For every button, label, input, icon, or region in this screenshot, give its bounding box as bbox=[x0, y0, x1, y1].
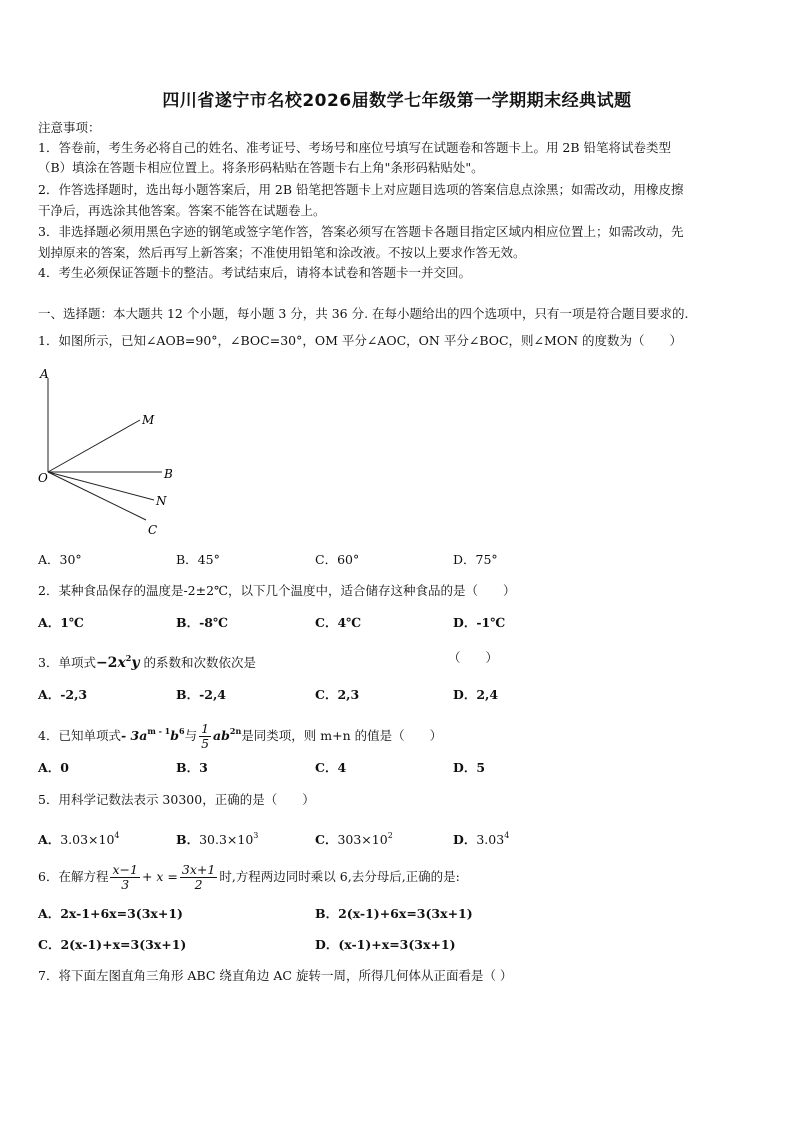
q6-option-b[interactable]: B．2(x-1)+6x=3(3x+1) bbox=[315, 906, 473, 921]
q4-mono1-exp2: 6 bbox=[178, 726, 185, 736]
q6-post: 时,方程两边同时乘以 6,去分母后,正确的是: bbox=[219, 869, 460, 884]
notice-line: 干净后，再选涂其他答案。答案不能答在试题卷上。 bbox=[38, 203, 326, 218]
q2-option-c[interactable]: C．4℃ bbox=[315, 615, 362, 630]
q5-option-b[interactable]: B．$30.3\times 10^3$ bbox=[176, 831, 259, 847]
q3-pre: 3．单项式 bbox=[38, 655, 96, 670]
label-m: M bbox=[142, 413, 155, 427]
q4-option-a[interactable]: A．0 bbox=[38, 760, 69, 775]
q4-mono1-b: b bbox=[170, 728, 179, 743]
notice-heading: 注意事项： bbox=[38, 120, 101, 135]
question-6-stem bbox=[38, 862, 460, 892]
q4-option-c[interactable]: C．4 bbox=[315, 760, 347, 775]
q3-paren: （ ） bbox=[448, 650, 499, 665]
q6-mid: + x = bbox=[141, 869, 178, 884]
notice-line: 3．非选择题必须用黑色字迹的钢笔或签字笔作答，答案必须写在答题卡各题目指定区域内相应位置上；如需改动，先 bbox=[38, 224, 684, 239]
q3-option-d[interactable]: D．2,4 bbox=[453, 687, 499, 702]
q6-option-a[interactable]: A．2x-1+6x=3(3x+1) bbox=[38, 906, 183, 921]
ray-on bbox=[48, 472, 154, 500]
q4-option-d[interactable]: D．5 bbox=[453, 760, 486, 775]
q3-option-a[interactable]: A．-2,3 bbox=[38, 687, 88, 702]
q5-option-d[interactable]: D．3.03$^4$ bbox=[453, 831, 510, 847]
q3-y: y bbox=[131, 655, 140, 671]
q1-option-d[interactable]: D．75° bbox=[453, 552, 498, 567]
q4-post: 是同类项，则 m+n 的值是（ ） bbox=[241, 728, 443, 743]
q6-fraction-left: $\frac{x-1}{3}$ bbox=[112, 862, 138, 892]
question-3-stem bbox=[38, 650, 256, 671]
notice-line: （B）填涂在答题卡相应位置上。将条形码粘贴在答题卡右上角"条形码粘贴处"。 bbox=[38, 160, 484, 175]
q6-pre: 6．在解方程 bbox=[38, 869, 109, 884]
q3-x: x bbox=[117, 655, 126, 671]
q2-option-d[interactable]: D．-1℃ bbox=[453, 615, 506, 630]
q4-fraction: $\frac{1}{5}$ bbox=[201, 721, 210, 751]
notice-line: 1．答卷前，考生务必将自己的姓名、准考证号、考场号和座位号填写在试题卷和答题卡上。用 2B 铅笔将试卷类型 bbox=[38, 140, 672, 155]
label-b: B bbox=[164, 467, 173, 481]
q2-option-a[interactable]: A．1℃ bbox=[38, 615, 84, 630]
question-2-stem: 2．某种食品保存的温度是-2±2℃，以下几个温度中，适合储存这种食品的是（ ） bbox=[38, 583, 516, 598]
q5-option-a[interactable]: A．$3.03\times 10^4$ bbox=[38, 831, 120, 847]
angle-figure bbox=[30, 362, 190, 542]
ray-oc bbox=[48, 472, 146, 520]
label-o: O bbox=[38, 471, 48, 485]
question-4-stem bbox=[38, 716, 442, 751]
q4-mono1-exp1: m - 1 bbox=[147, 726, 171, 736]
q4-pre: 4．已知单项式 bbox=[38, 728, 121, 743]
q4-mono2-exp: 2n bbox=[229, 726, 242, 736]
ray-om bbox=[48, 420, 140, 472]
q1-option-b[interactable]: B．45° bbox=[176, 552, 220, 567]
q3-coef: −2 bbox=[95, 655, 118, 671]
notice-line: 4．考生必须保证答题卡的整洁。考试结束后，请将本试卷和答题卡一并交回。 bbox=[38, 265, 471, 280]
section-heading: 一、选择题：本大题共 12 个小题，每小题 3 分，共 36 分. 在每小题给出的四个选项中，只有一项是符合题目要求的. bbox=[38, 306, 689, 321]
q4-mono1: - 3a bbox=[120, 728, 148, 743]
q6-option-c[interactable]: C．2(x-1)+x=3(3x+1) bbox=[38, 937, 187, 952]
question-7-stem: 7．将下面左图直角三角形 ABC 绕直角边 AC 旋转一周，所得几何体从正面看是（ ） bbox=[38, 968, 513, 983]
notice-line: 2．作答选择题时，选出每小题答案后，用 2B 铅笔把答题卡上对应题目选项的答案信息点涂黑；如需改动，用橡皮擦 bbox=[38, 182, 684, 197]
q3-option-b[interactable]: B．-2,4 bbox=[176, 687, 227, 702]
label-n: N bbox=[156, 494, 167, 508]
q4-mono2: ab bbox=[213, 728, 230, 743]
q3-option-c[interactable]: C．2,3 bbox=[315, 687, 360, 702]
q1-option-c[interactable]: C．60° bbox=[315, 552, 360, 567]
q3-exp: 2 bbox=[125, 653, 132, 663]
q5-option-c[interactable]: C．$303\times 10^2$ bbox=[315, 831, 393, 847]
q2-option-b[interactable]: B．-8℃ bbox=[176, 615, 228, 630]
q3-post: 的系数和次数依次是 bbox=[139, 655, 256, 670]
question-5-stem: 5．用科学记数法表示 30300，正确的是（ ） bbox=[38, 792, 315, 807]
label-c: C bbox=[148, 523, 158, 537]
q4-mid: 与 bbox=[184, 728, 198, 743]
q6-fraction-right: $\frac{3x+1}{2}$ bbox=[181, 862, 216, 892]
q4-option-b[interactable]: B．3 bbox=[176, 760, 208, 775]
question-1-stem: 1．如图所示，已知∠AOB=90°，∠BOC=30°，OM 平分∠AOC，ON 平分∠BOC，则∠MON 的度数为（ ） bbox=[38, 333, 682, 348]
notice-line: 划掉原来的答案，然后再写上新答案；不准使用铅笔和涂改液。不按以上要求作答无效。 bbox=[38, 245, 526, 260]
q1-option-a[interactable]: A．30° bbox=[38, 552, 82, 567]
label-a: A bbox=[40, 367, 49, 381]
page-title: 四川省遂宁市名校2026届数学七年级第一学期期末经典试题 bbox=[162, 91, 632, 111]
q6-option-d[interactable]: D．(x-1)+x=3(3x+1) bbox=[315, 937, 456, 952]
